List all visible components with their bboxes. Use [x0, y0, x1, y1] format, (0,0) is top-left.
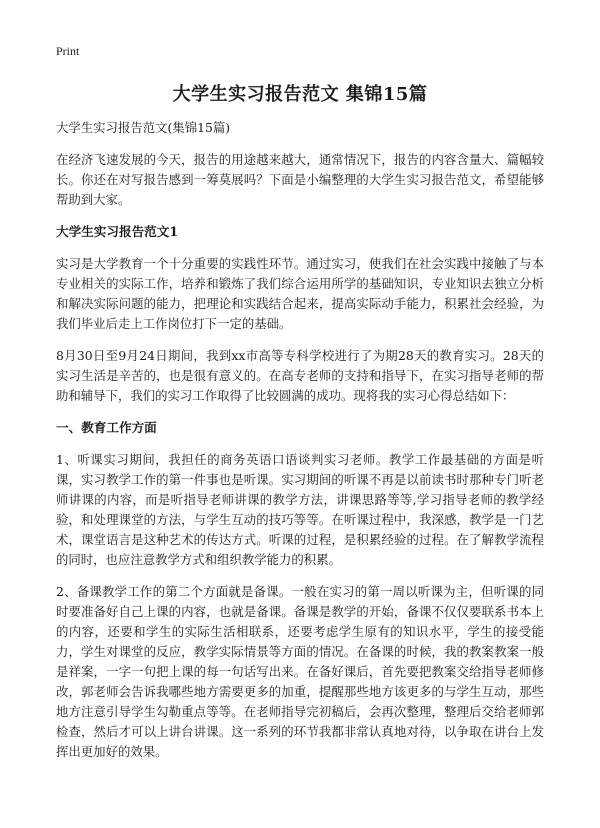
- print-label: Print: [56, 44, 80, 58]
- document-subtitle: 大学生实习报告范文(集锦15篇): [56, 120, 231, 135]
- section-heading: 大学生实习报告范文1: [56, 224, 179, 239]
- body-paragraph: 8月30日至9月24日期间，我到xx市高等专科学校进行了为期28天的教育实习。28天的实习生活是辛苦的，也是很有意义的。在高专老师的支持和指导下，在实习指导老师的帮助和辅导下，我们的实习工作取得了比较圆满的成功。现将我的实习心得总结如下：: [56, 348, 544, 403]
- body-paragraph: 实习是大学教育一个十分重要的实践性环节。通过实习，使我们在社会实践中接触了与本专业相关的实际工作，培养和锻炼了我们综合运用所学的基础知识，专业知识去独立分析和解决实际问题的能力，把理论和实践结合起来，提高实际动手能力，积累社会经验，为我们毕业后走上工作岗位打下一定的基础。: [56, 256, 544, 331]
- intro-paragraph: 在经济飞速发展的今天，报告的用途越来越大，通常情况下，报告的内容含量大、篇幅较长。你还在对写报告感到一筹莫展吗？下面是小编整理的大学生实习报告范文，希望能够帮助到大家。: [56, 152, 544, 207]
- sub-heading: 一、教育工作方面: [56, 420, 157, 435]
- body-paragraph: 1、听课实习期间，我担任的商务英语口语谈判实习老师。教学工作最基础的方面是听课，实习教学工作的第一件事也是听课。实习期间的听课不再是以前读书时那种专门听老师讲课的内容，而是听指导老师讲课的教学方法，讲课思路等等,学习指导老师的教学经验，和处理课堂的方法，与学生互动的技巧等等。在听课过程中，我深感，教学是一门艺术，课堂语言是这种艺术的传达方式。听课的过程，是积累经验的过程。在了解教学流程的同时，也应注意教学方式和组织教学能力的积累。: [56, 452, 544, 567]
- document-body: [56, 118, 544, 774]
- body-paragraph: 2、备课教学工作的第二个方面就是备课。一般在实习的第一周以听课为主，但听课的同时要准备好自己上课的内容，也就是备课。备课是教学的开始，备课不仅仅要联系书本上的内容，还要和学生的实际生活相联系，还要考虑学生原有的知识水平，学生的接受能力，学生对课堂的反应，教学实际情景等方面的情况。在备课的时候，我的教案教案一般是祥案，一字一句把上课的每一句话写出来。在备好课后，首先要把教案交给指导老师修改，郭老师会告诉我哪些地方需要更多的加重，提醒那些地方该更多的与学生互动，那些地方注意引导学生勾勒重点等等。在老师指导完初稿后，会再次整理，整理后交给老师郭检查，然后才可以上讲台讲课。这一系列的环节我都非常认真地对待，以争取在讲台上发挥出更加好的效果。: [56, 584, 544, 759]
- document-title: 大学生实习报告范文 集锦15篇: [172, 84, 428, 105]
